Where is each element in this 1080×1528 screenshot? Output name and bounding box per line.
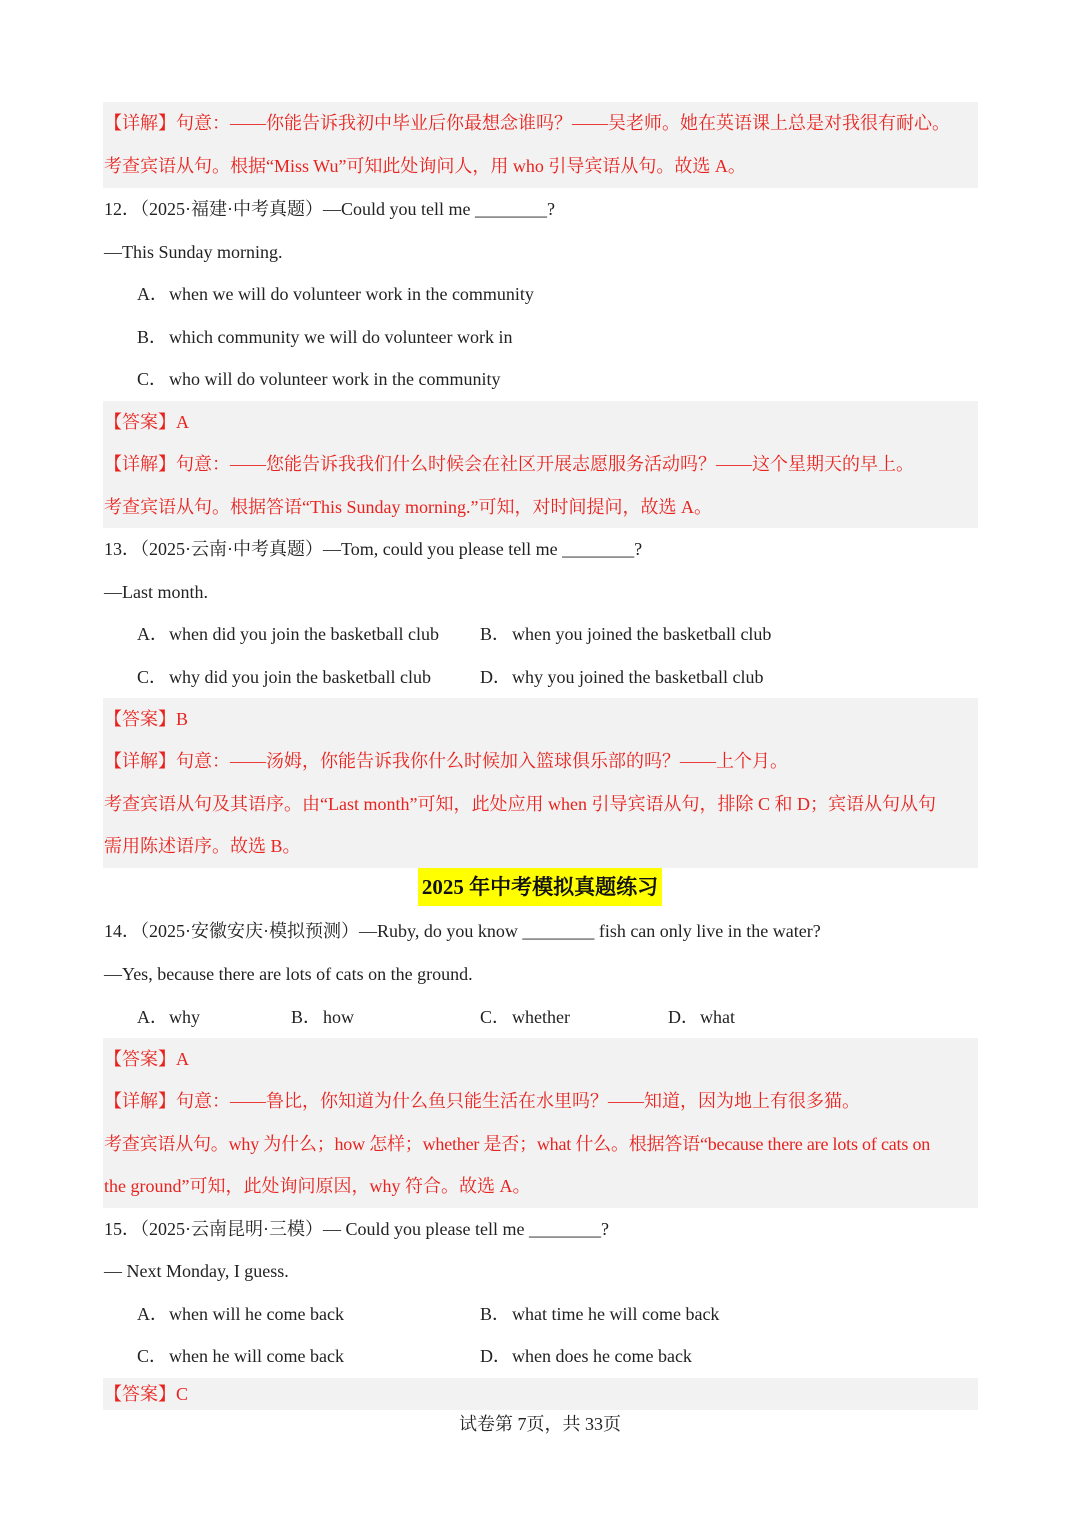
option-key: B． [480,624,511,644]
question-13-reply: —Last month. [104,582,208,602]
detail-text: 【详解】句意：——汤姆，你能告诉我你什么时候加入篮球俱乐部的吗？——上个月。 [104,751,788,771]
option-d [480,1335,692,1377]
option-key: A． [137,1007,168,1027]
detail-text: 【详解】句意：——您能告诉我我们什么时候会在社区开展志愿服务活动吗？——这个星期天的早上。 [104,454,914,474]
detail-text: 【详解】句意：——鲁比，你知道为什么鱼只能生活在水里吗？——知道，因为地上有很多猫。 [104,1091,860,1111]
option-text: when does he come back [512,1346,692,1366]
option-text: what [700,1007,735,1027]
option-d [668,996,735,1038]
answer-text: 【答案】C [104,1384,189,1404]
option-key: C． [137,369,168,389]
answer-text: 【答案】A [104,412,189,432]
option-text: when will he come back [169,1304,344,1324]
option-text: why [169,1007,200,1027]
detail-text: 考查宾语从句。why 为什么；how 怎样；whether 是否；what 什么。根据答语“because there are lots of cats on [104,1134,931,1154]
option-c [137,358,500,400]
option-text: why did you join the basketball club [169,667,431,687]
question-15-reply: — Next Monday, I guess. [104,1261,289,1281]
option-key: B． [137,327,168,347]
option-text: when he will come back [169,1346,344,1366]
option-text: what time he will come back [512,1304,720,1324]
option-text: why you joined the basketball club [512,667,764,687]
section-heading-wrap [0,868,1080,906]
option-c [137,1335,344,1377]
option-b [480,1293,719,1335]
option-b [480,613,771,655]
option-text: which community we will do volunteer work in [169,327,513,347]
option-a [137,996,200,1038]
option-key: B． [480,1304,511,1324]
option-a [137,613,439,655]
detail-text: 考查宾语从句。根据答语“This Sunday morning.”可知，对时间提问，故选 A。 [104,497,712,517]
detail-text: the ground”可知，此处询问原因，why 符合。故选 A。 [104,1176,531,1196]
section-heading: 2025 年中考模拟真题练习 [418,868,662,906]
question-14-reply: —Yes, because there are lots of cats on the ground. [104,964,473,984]
question-12-stem: 12．（2025·福建·中考真题）—Could you tell me ________? [104,199,555,219]
option-text: whether [512,1007,570,1027]
option-a [137,1293,344,1335]
detail-text: 考查宾语从句。根据“Miss Wu”可知此处询问人，用 who 引导宾语从句。故选 A。 [104,156,746,176]
option-key: A． [137,1304,168,1324]
option-key: C． [137,667,168,687]
option-text: who will do volunteer work in the community [169,369,501,389]
option-key: C． [480,1007,511,1027]
question-13-stem: 13．（2025·云南·中考真题）—Tom, could you please tell me ________? [104,539,643,559]
option-key: A． [137,624,168,644]
option-key: D． [480,667,511,687]
detail-text: 需用陈述语序。故选 B。 [104,836,301,856]
page-footer: 试卷第 7页，共 33页 [459,1414,621,1434]
option-text: when we will do volunteer work in the community [169,284,534,304]
detail-text: 【详解】句意：——你能告诉我初中毕业后你最想念谁吗？——吴老师。她在英语课上总是对我很有耐心。 [104,113,950,133]
option-key: D． [668,1007,699,1027]
option-key: A． [137,284,168,304]
option-a [137,273,534,315]
option-text: when you joined the basketball club [512,624,772,644]
option-key: B． [291,1007,322,1027]
option-key: C． [137,1346,168,1366]
answer-text: 【答案】A [104,1049,189,1069]
option-key: D． [480,1346,511,1366]
option-d [480,656,763,698]
question-14-stem: 14．（2025·安徽安庆·模拟预测）—Ruby, do you know ________ fish can only live in the water? [104,921,821,941]
question-12-reply: —This Sunday morning. [104,242,283,262]
option-b [291,996,354,1038]
option-text: when did you join the basketball club [169,624,439,644]
question-15-stem: 15．（2025·云南昆明·三模）— Could you please tell me ________? [104,1219,609,1239]
detail-text: 考查宾语从句及其语序。由“Last month”可知，此处应用 when 引导宾语从句，排除 C 和 D；宾语从句从句 [104,794,936,814]
option-b [137,316,512,358]
option-text: how [323,1007,354,1027]
option-c [137,656,431,698]
option-c [480,996,570,1038]
answer-text: 【答案】B [104,709,189,729]
